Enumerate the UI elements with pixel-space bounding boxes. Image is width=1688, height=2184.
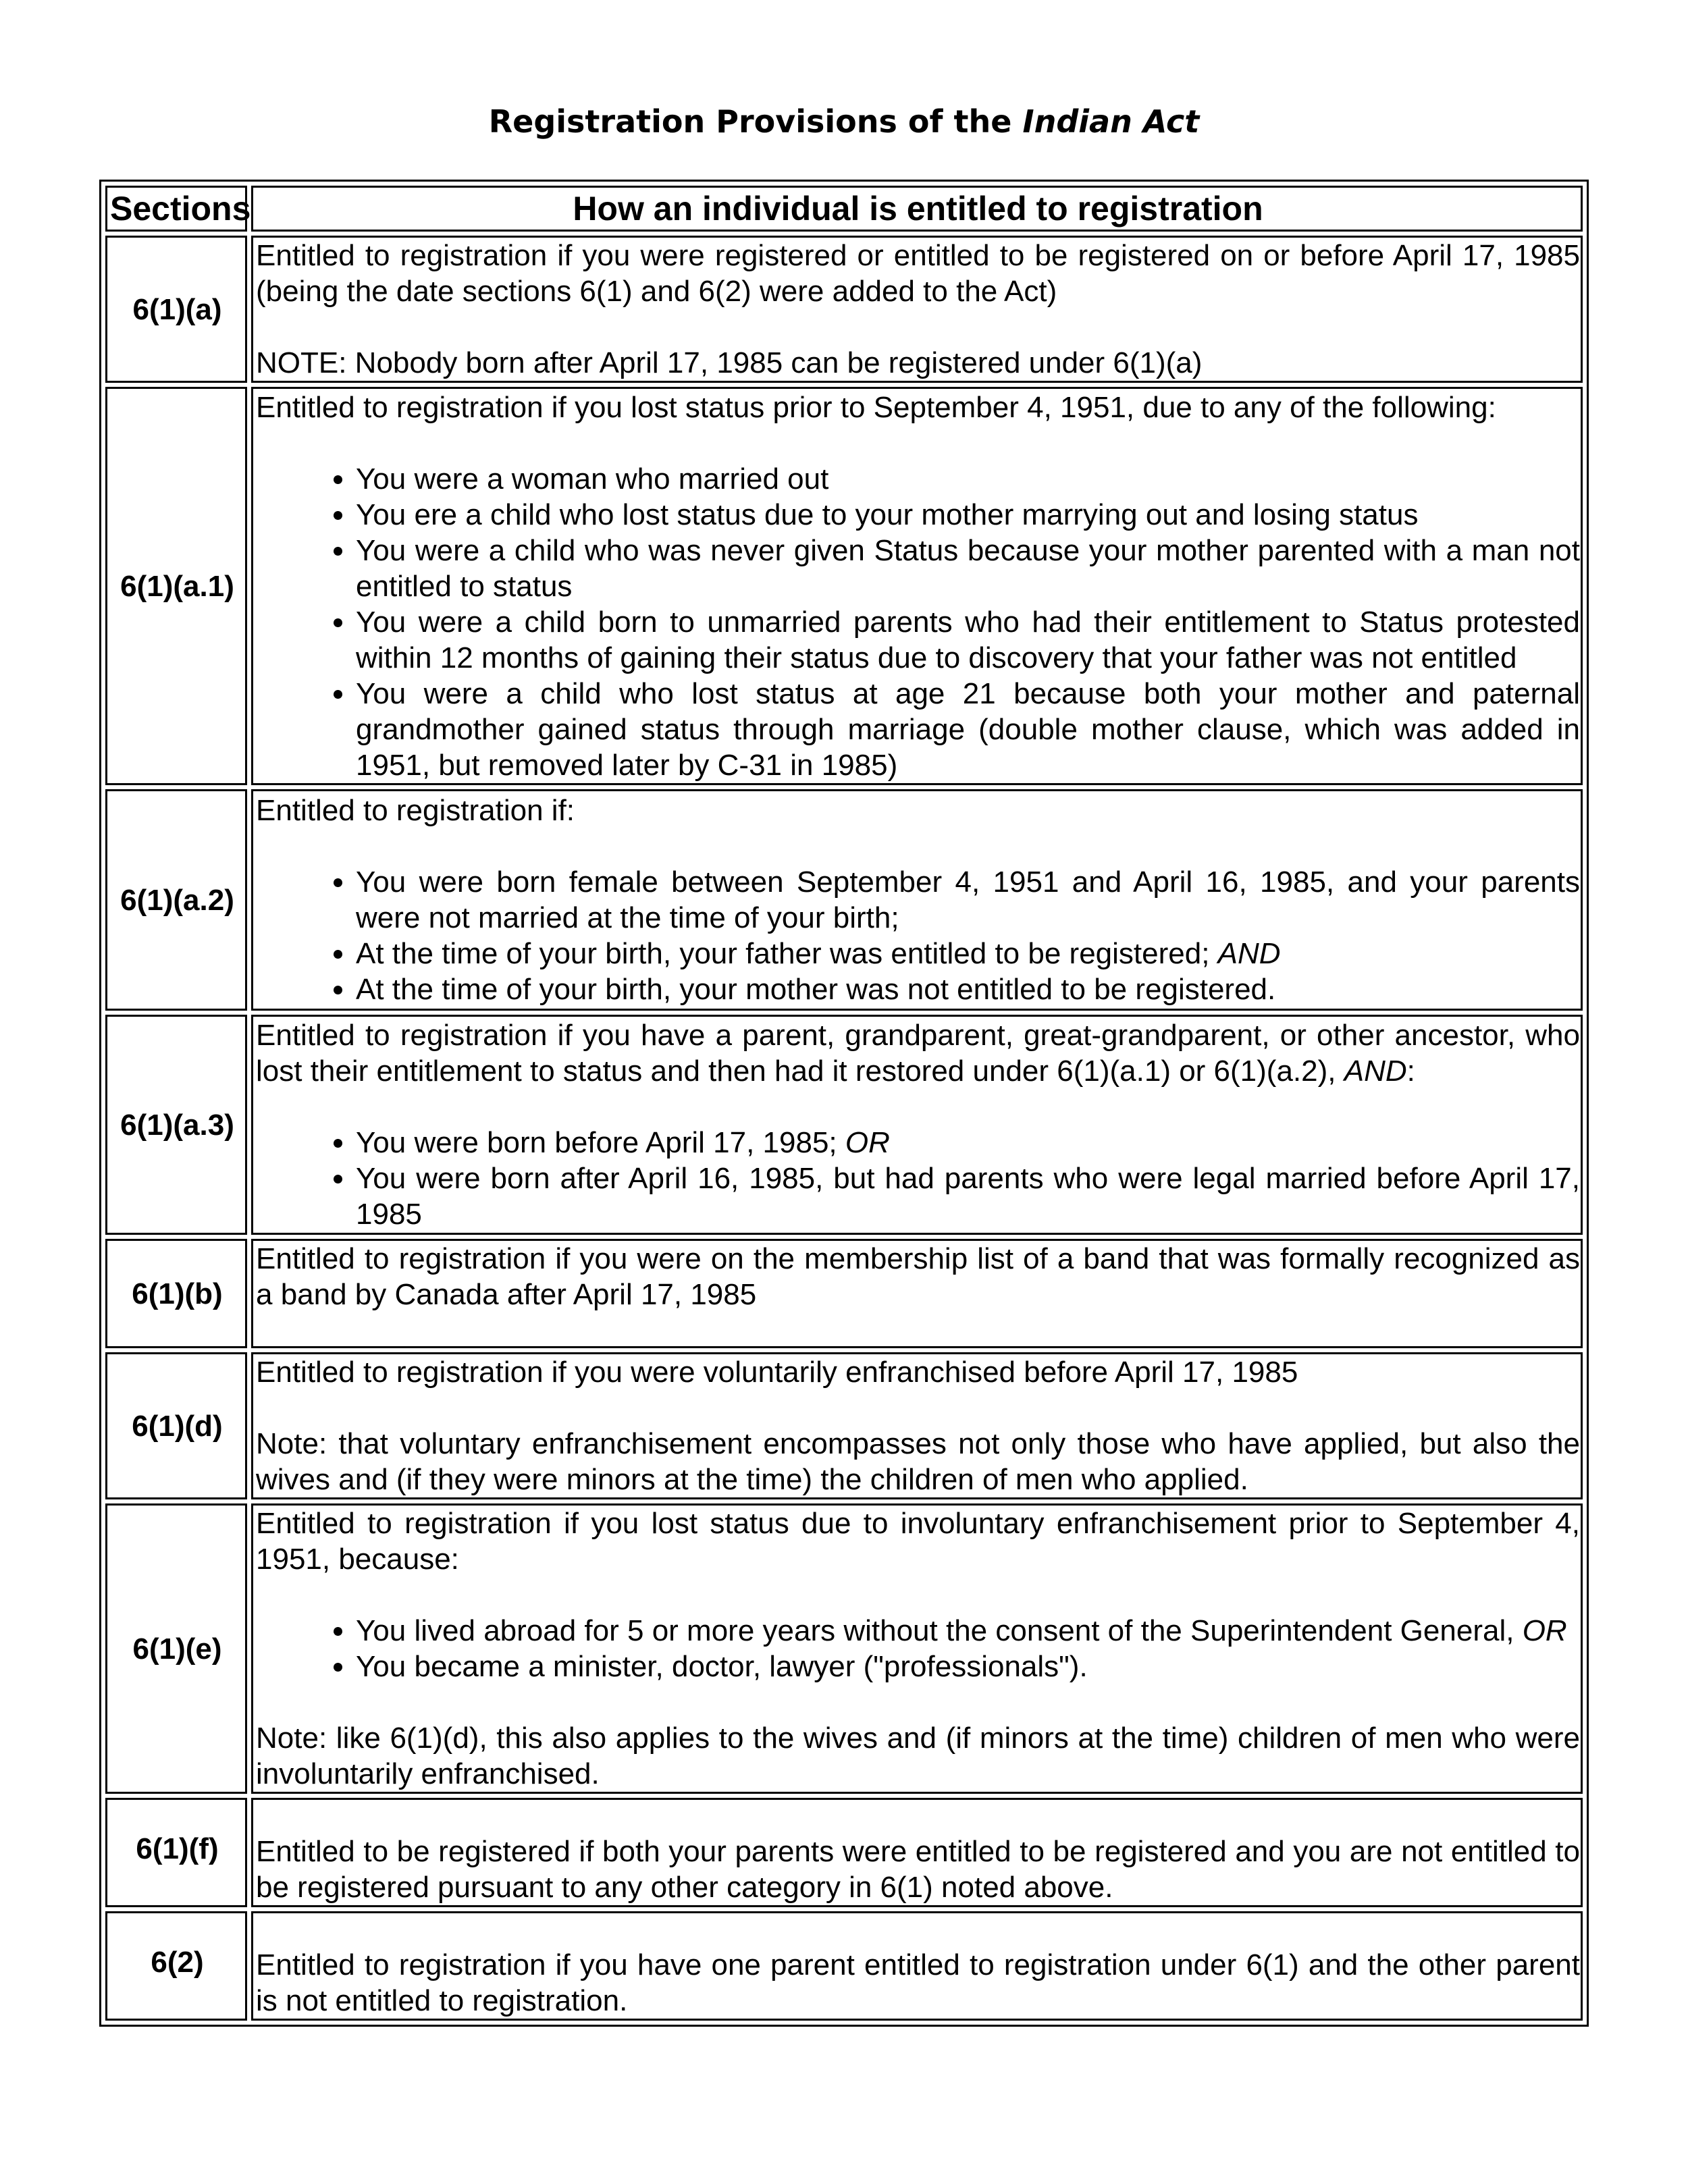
emphasis-or: OR xyxy=(845,1126,890,1159)
list-item: • You were born after April 16, 1985, but had parents who were legal married before April 17, 1985 xyxy=(356,1161,1580,1232)
list-item: • At the time of your birth, your mother was not entitled to be registered. xyxy=(356,971,1580,1007)
description-intro: Entitled to registration if you lost status prior to September 4, 1951, due to any of the following: xyxy=(256,390,1496,424)
table-row xyxy=(105,1239,1583,1348)
section-description xyxy=(251,1911,1583,2021)
list-item xyxy=(356,936,1580,971)
section-label: 6(1)(e) xyxy=(105,1503,247,1794)
description-note: Note: like 6(1)(d), this also applies to the wives and (if minors at the time) children of men who were involuntarily enfranchised. xyxy=(256,1722,1580,1790)
section-label: 6(1)(a.2) xyxy=(105,789,247,1011)
table-row xyxy=(105,1798,1583,1907)
description-intro: Entitled to registration if you lost status due to involuntary enfranchisement prior to September 4, 1951, because: xyxy=(256,1507,1580,1576)
list-item-text: You lived abroad for 5 or more years without the consent of the Superintendent General, xyxy=(356,1614,1514,1647)
table-header-row xyxy=(105,186,1583,232)
section-description xyxy=(251,1239,1583,1348)
section-description xyxy=(251,387,1583,785)
list-item xyxy=(356,1613,1580,1649)
description-note: NOTE: Nobody born after April 17, 1985 can be registered under 6(1)(a) xyxy=(256,346,1203,379)
description-intro: Entitled to registration if you were on the membership list of a band that was formally recognized as a band by Canada after April 17, 1985 xyxy=(256,1242,1580,1311)
section-label: 6(1)(b) xyxy=(105,1239,247,1348)
description-intro: Entitled to registration if you were voluntarily enfranchised before April 17, 1985 xyxy=(256,1356,1298,1389)
emphasis-or: OR xyxy=(1522,1614,1567,1647)
list-item: • You were a child who was never given Status because your mother parented with a man not entitled to status xyxy=(356,533,1580,604)
list-item-text: You were born before April 17, 1985; xyxy=(356,1126,837,1159)
description-intro: Entitled to registration if you were registered or entitled to be registered on or before April 17, 1985 (being the date sections 6(1) and 6(2) were added to the Act) xyxy=(256,239,1580,308)
table-row xyxy=(105,1015,1583,1235)
description-intro: Entitled to registration if: xyxy=(256,794,575,827)
section-description xyxy=(251,1798,1583,1907)
intro-colon: : xyxy=(1406,1055,1415,1088)
section-description xyxy=(251,1015,1583,1235)
header-how-entitled: How an individual is entitled to registration xyxy=(251,186,1583,232)
section-label: 6(1)(a) xyxy=(105,236,247,383)
section-label: 6(1)(a.3) xyxy=(105,1015,247,1235)
description-intro xyxy=(256,1017,1580,1089)
table-row xyxy=(105,1911,1583,2021)
section-label: 6(1)(f) xyxy=(105,1798,247,1907)
section-label: 6(1)(a.1) xyxy=(105,387,247,785)
title-italic-text: Indian Act xyxy=(1022,103,1200,140)
table-row xyxy=(105,387,1583,785)
list-item-text: At the time of your birth, your father was entitled to be registered; xyxy=(356,937,1210,970)
title-text: Registration Provisions of the xyxy=(488,103,1023,140)
list-item: • You were born female between September 4, 1951 and April 16, 1985, and your parents were not married at the time of your birth; xyxy=(356,864,1580,936)
section-description xyxy=(251,789,1583,1011)
section-label: 6(2) xyxy=(105,1911,247,2021)
description-intro: Entitled to registration if you have one parent entitled to registration under 6(1) and the other parent is not entitled to registration. xyxy=(256,1948,1580,2017)
emphasis-and: AND xyxy=(1344,1055,1407,1088)
list-item: • You were a child born to unmarried parents who had their entitlement to Status protested within 12 months of gaining their status due to discovery that your father was not entitled xyxy=(356,604,1580,676)
section-description xyxy=(251,236,1583,383)
description-intro: Entitled to be registered if both your parents were entitled to be registered and you are not entitled to be registered pursuant to any other category in 6(1) noted above. xyxy=(256,1835,1580,1904)
header-sections: Sections xyxy=(105,186,247,232)
bullet-list xyxy=(256,864,1580,1007)
bullet-list xyxy=(256,461,1580,783)
list-item: • You became a minister, doctor, lawyer ("professionals"). xyxy=(356,1649,1580,1684)
list-item: • You were a child who lost status at age 21 because both your mother and paternal grandmother gained status through marriage (double mother clause, which was added in 1951, but removed later by C-31 in 1985) xyxy=(356,676,1580,783)
document-title xyxy=(0,95,1688,149)
intro-text: Entitled to registration if you have a parent, grandparent, great-grandparent, or other ancestor, who lost their entitlement to status and then had it restored under 6(1)(a.1) or 6(1)(a.2), xyxy=(256,1019,1580,1088)
emphasis-and: AND xyxy=(1217,937,1281,970)
description-note: Note: that voluntary enfranchisement encompasses not only those who have applied, but also the wives and (if they were minors at the time) the children of men who applied. xyxy=(256,1427,1580,1496)
list-item: • You were a woman who married out xyxy=(356,461,1580,497)
section-description xyxy=(251,1352,1583,1499)
list-item: • You ere a child who lost status due to your mother marrying out and losing status xyxy=(356,497,1580,533)
table-row xyxy=(105,1503,1583,1794)
section-description xyxy=(251,1503,1583,1794)
registration-provisions-table xyxy=(99,180,1589,2027)
section-label: 6(1)(d) xyxy=(105,1352,247,1499)
table-row xyxy=(105,236,1583,383)
list-item xyxy=(356,1125,1580,1161)
bullet-list xyxy=(256,1125,1580,1232)
table-row xyxy=(105,789,1583,1011)
table-row xyxy=(105,1352,1583,1499)
bullet-list xyxy=(256,1613,1580,1684)
